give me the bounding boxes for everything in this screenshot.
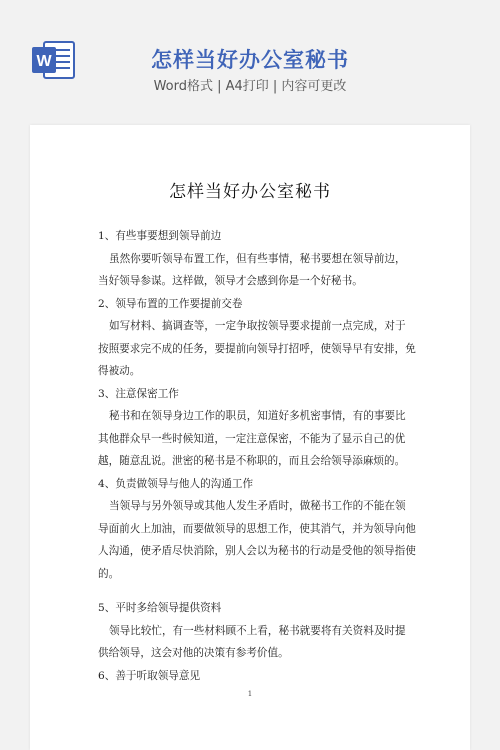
section-paragraph: 当领导与另外领导或其他人发生矛盾时，做秘书工作的不能在领导面前火上加油，而要做领导的思想工作，使其消气，并为领导向他人沟通，使矛盾尽快消除，别人会以为秘书的行动是受他的领导指使的。 <box>98 500 416 580</box>
format-subtitle: Word格式 | A4打印 | 内容可更改 <box>153 79 347 94</box>
section-paragraph: 如写材料、搞调查等，一定争取按领导要求提前一点完成，对于按照要求完不成的任务，要提前向领导打招呼，使领导早有安排，免得被动。 <box>98 320 416 377</box>
document-body <box>98 225 416 687</box>
paragraph-gap <box>98 585 416 597</box>
svg-text:W: W <box>36 53 52 70</box>
section-heading: 4、负责做领导与他人的沟通工作 <box>98 477 254 490</box>
section-heading: 3、注意保密工作 <box>98 387 179 400</box>
document-title: 怎样当好办公室秘书 <box>169 182 331 202</box>
section-heading: 6、善于听取领导意见 <box>98 669 201 682</box>
document-page <box>30 125 470 750</box>
section-paragraph: 虽然你要听领导布置工作，但有些事情，秘书要想在领导前边，当好领导参谋。这样做，领导才会感到你是一个好秘书。 <box>98 252 406 287</box>
header <box>0 0 500 110</box>
section-heading: 5、平时多给领导提供资料 <box>98 602 222 614</box>
page-title: 怎样当好办公室秘书 <box>151 48 349 72</box>
page-number: 1 <box>247 690 253 698</box>
section-heading: 1、有些事要想到领导前边 <box>98 230 222 242</box>
section-paragraph: 领导比较忙，有一些材料顾不上看，秘书就要将有关资料及时提供给领导，这会对他的决策有参考价值。 <box>98 624 406 659</box>
section-paragraph: 秘书和在领导身边工作的职员，知道好多机密事情，有的事要比其他群众早一些时候知道，一定注意保密，不能为了显示自己的优越，随意乱说。泄密的秘书是不称职的，而且会给领导添麻烦的。 <box>98 410 406 467</box>
section-heading: 2、领导布置的工作要提前交卷 <box>98 297 243 310</box>
